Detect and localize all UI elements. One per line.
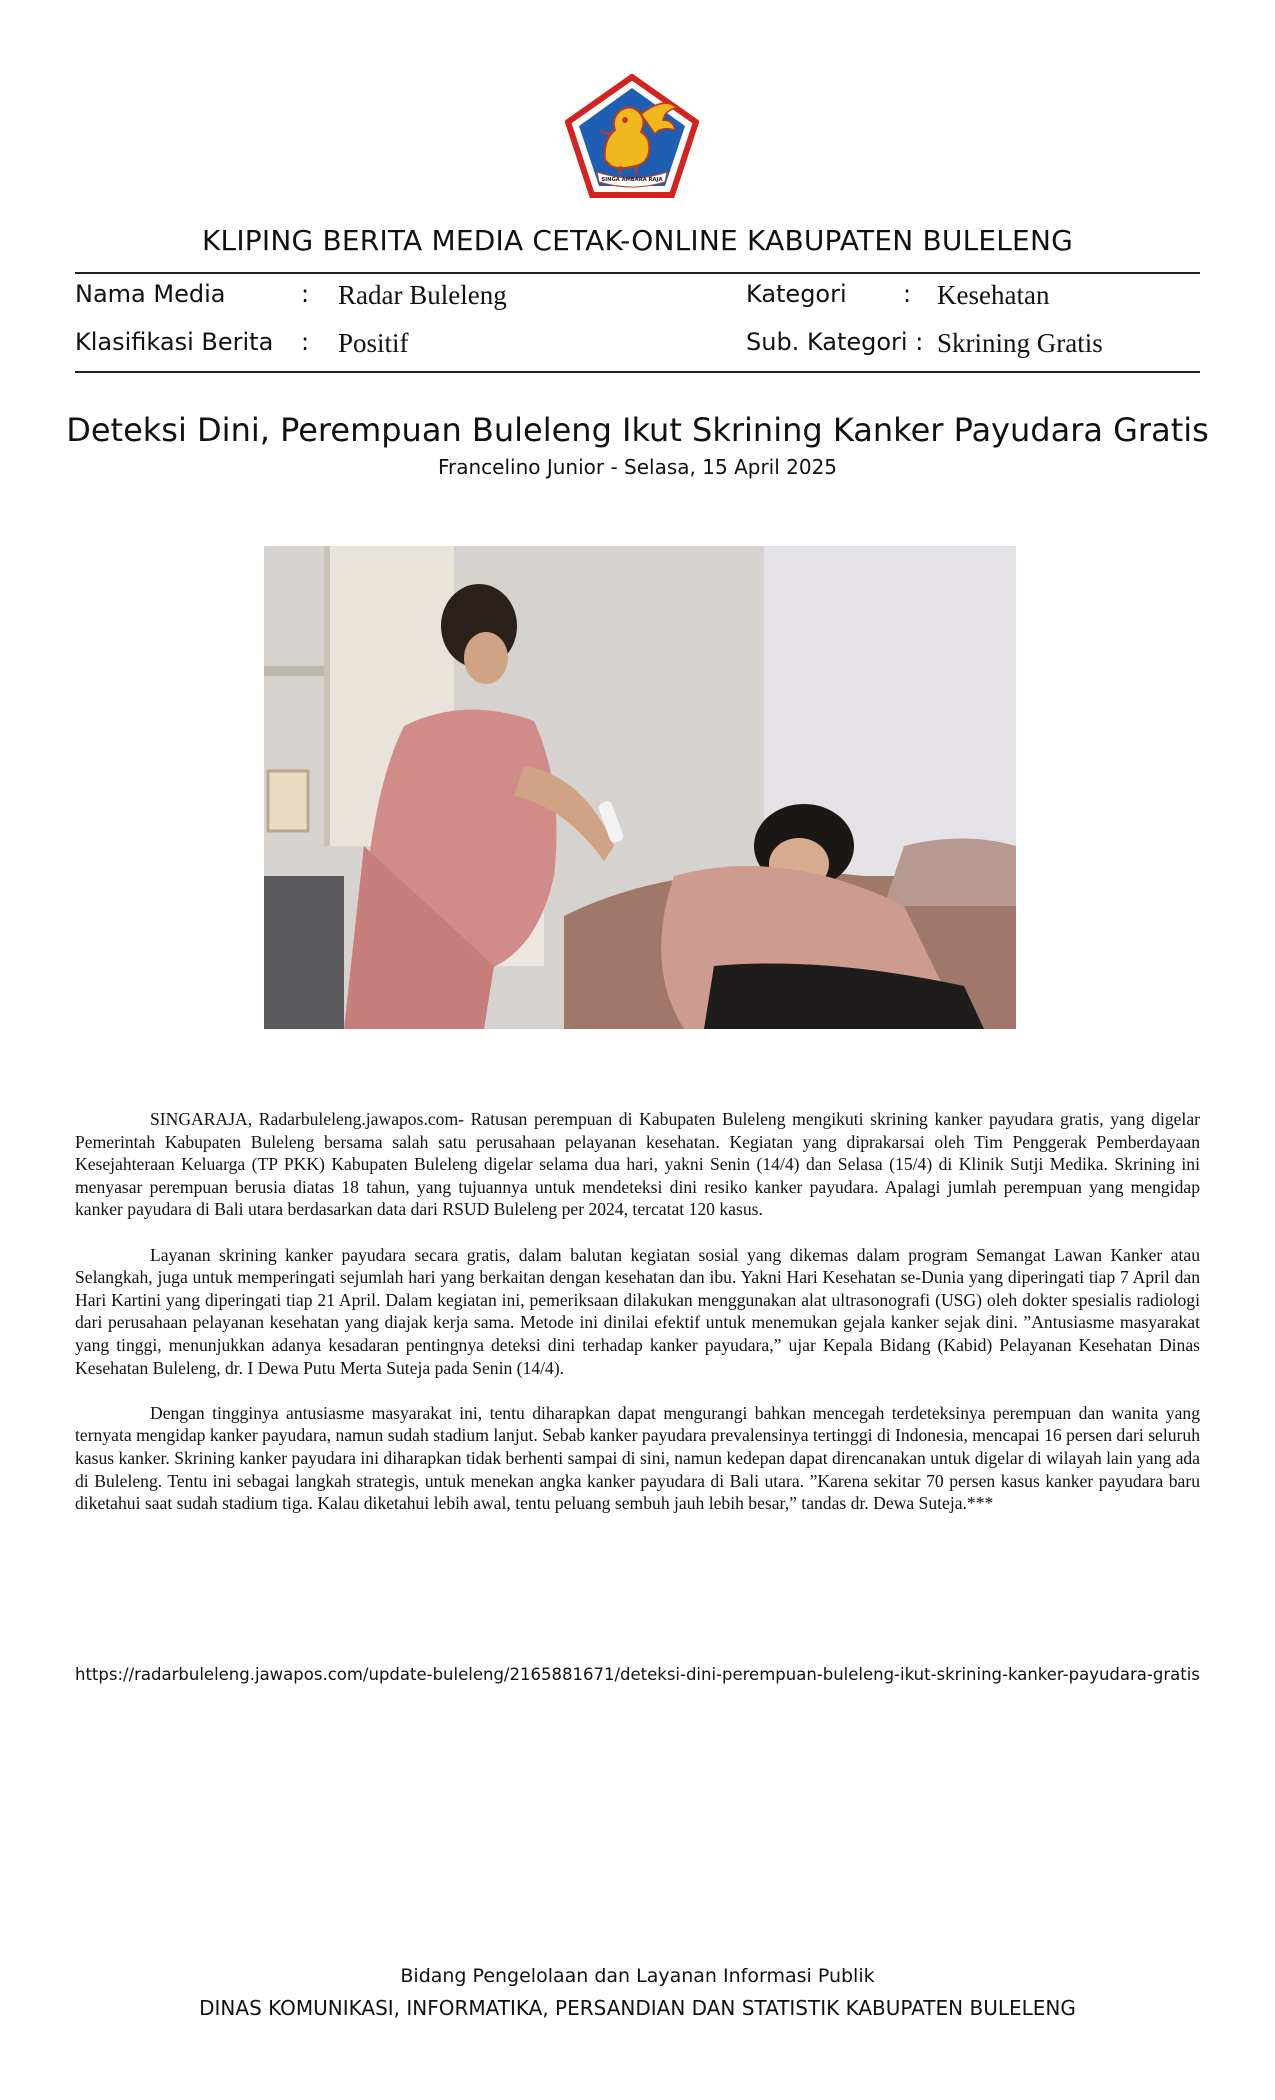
- breast-cancer-ultrasound-screening-photo: [264, 546, 1016, 1029]
- klasifikasi-label: Klasifikasi Berita: [75, 328, 274, 356]
- singa-ambara-raja-emblem-icon: [565, 74, 699, 198]
- article-headline: Deteksi Dini, Perempuan Buleleng Ikut Skrining Kanker Payudara Gratis: [66, 411, 1209, 449]
- kategori-value: Kesehatan: [937, 280, 1050, 310]
- footer-agency: DINAS KOMUNIKASI, INFORMATIKA, PERSANDIAN DAN STATISTIK KABUPATEN BULELENG: [199, 1996, 1076, 2020]
- article-byline: Francelino Junior - Selasa, 15 April 2025: [437, 455, 838, 479]
- article-body: [75, 1108, 1200, 1537]
- nama-media-label: Nama Media: [75, 280, 226, 308]
- sub-kategori-label: Sub. Kategori :: [746, 328, 924, 356]
- article-paragraph-2: Layanan skrining kanker payudara secara gratis, dalam balutan kegiatan sosial yang dikemas dalam program Semangat Lawan Kanker atau Selangkah, juga untuk memperingati sejumlah hari yang berkaitan dengan kesehatan dan ibu. Yakni Hari Kesehatan se-Dunia yang diperingati tiap 7 April dan Hari Kartini yang diperingati tiap 21 April. Dalam kegiatan ini, pemeriksaan dilakukan menggunakan alat ultrasonografi (USG) oleh dokter spesialis radiologi dari perusahaan pelayanan kesehatan yang diajak kerja sama. Metode ini dinilai efektif untuk menemukan gejala kanker sejak dini. ”Antusiasme masyarakat yang tinggi, menunjukkan adanya kesadaran pentingnya deteksi dini terhadap kanker payudara,” ujar Kepala Bidang (Kabid) Pelayanan Kesehatan Dinas Kesehatan Buleleng, dr. I Dewa Putu Merta Suteja pada Senin (14/4).: [75, 1244, 1200, 1378]
- article-paragraph-3: Dengan tingginya antusiasme masyarakat ini, tentu diharapkan dapat mengurangi bahkan mencegah terdeteksinya perempuan dan wanita yang ternyata mengidap kanker payudara, namun sudah stadium lanjut. Sebab kanker payudara prevalensinya tertinggi di Indonesia, mencapai 16 persen dari seluruh kasus kanker. Skrining kanker payudara ini diharapkan tidak berhenti sampai di sini, namun kedepan dapat direncanakan untuk digelar di wilayah lain yang ada di Buleleng. Tentu ini sebagai langkah strategis, untuk menekan angka kanker payudara di Bali utara. ”Karena sekitar 70 persen kasus kanker payudara baru diketahui saat sudah stadium tiga. Kalau diketahui lebih awal, tentu peluang sembuh jauh lebih besar,” tandas dr. Dewa Suteja.***: [75, 1402, 1200, 1514]
- article-paragraph-1: SINGARAJA, Radarbuleleng.jawapos.com- Ratusan perempuan di Kabupaten Buleleng mengikuti skrining kanker payudara gratis, yang digelar Pemerintah Kabupaten Buleleng bersama salah satu perusahaan pelayanan kesehatan. Kegiatan yang diprakarsai oleh Tim Penggerak Pemberdayaan Kesejahteraan Keluarga (TP PKK) Kabupaten Buleleng digelar selama dua hari, yakni Senin (14/4) dan Selasa (15/4) di Klinik Sutji Medika. Skrining ini menyasar perempuan berusia diatas 18 tahun, yang tujuannya untuk mendeteksi dini resiko kanker payudara. Apalagi jumlah perempuan yang mengidap kanker payudara di Bali utara berdasarkan data dari RSUD Buleleng per 2024, tercatat 120 kasus.: [75, 1109, 1200, 1220]
- kategori-label: Kategori: [746, 280, 847, 308]
- nama-media-value: Radar Buleleng: [338, 280, 507, 310]
- logo-motto: SINGA AMBARA RAJA: [601, 177, 663, 183]
- sub-kategori-value: Skrining Gratis: [937, 328, 1103, 358]
- klasifikasi-value: Positif: [338, 328, 409, 358]
- source-url-link[interactable]: https://radarbuleleng.jawapos.com/update-buleleng/2165881671/deteksi-dini-perempuan-buleleng-ikut-skrining-kanker-payudara-gratis: [75, 1665, 1200, 1684]
- nama-media-colon: :: [301, 280, 310, 308]
- page-title: KLIPING BERITA MEDIA CETAK-ONLINE KABUPATEN BULELENG: [201, 224, 1073, 257]
- header-divider-top: [75, 272, 1200, 274]
- footer-division: Bidang Pengelolaan dan Layanan Informasi Publik: [400, 1965, 875, 1987]
- kategori-colon: :: [903, 280, 912, 308]
- klasifikasi-colon: :: [301, 328, 310, 356]
- header-divider-bottom: [75, 371, 1200, 373]
